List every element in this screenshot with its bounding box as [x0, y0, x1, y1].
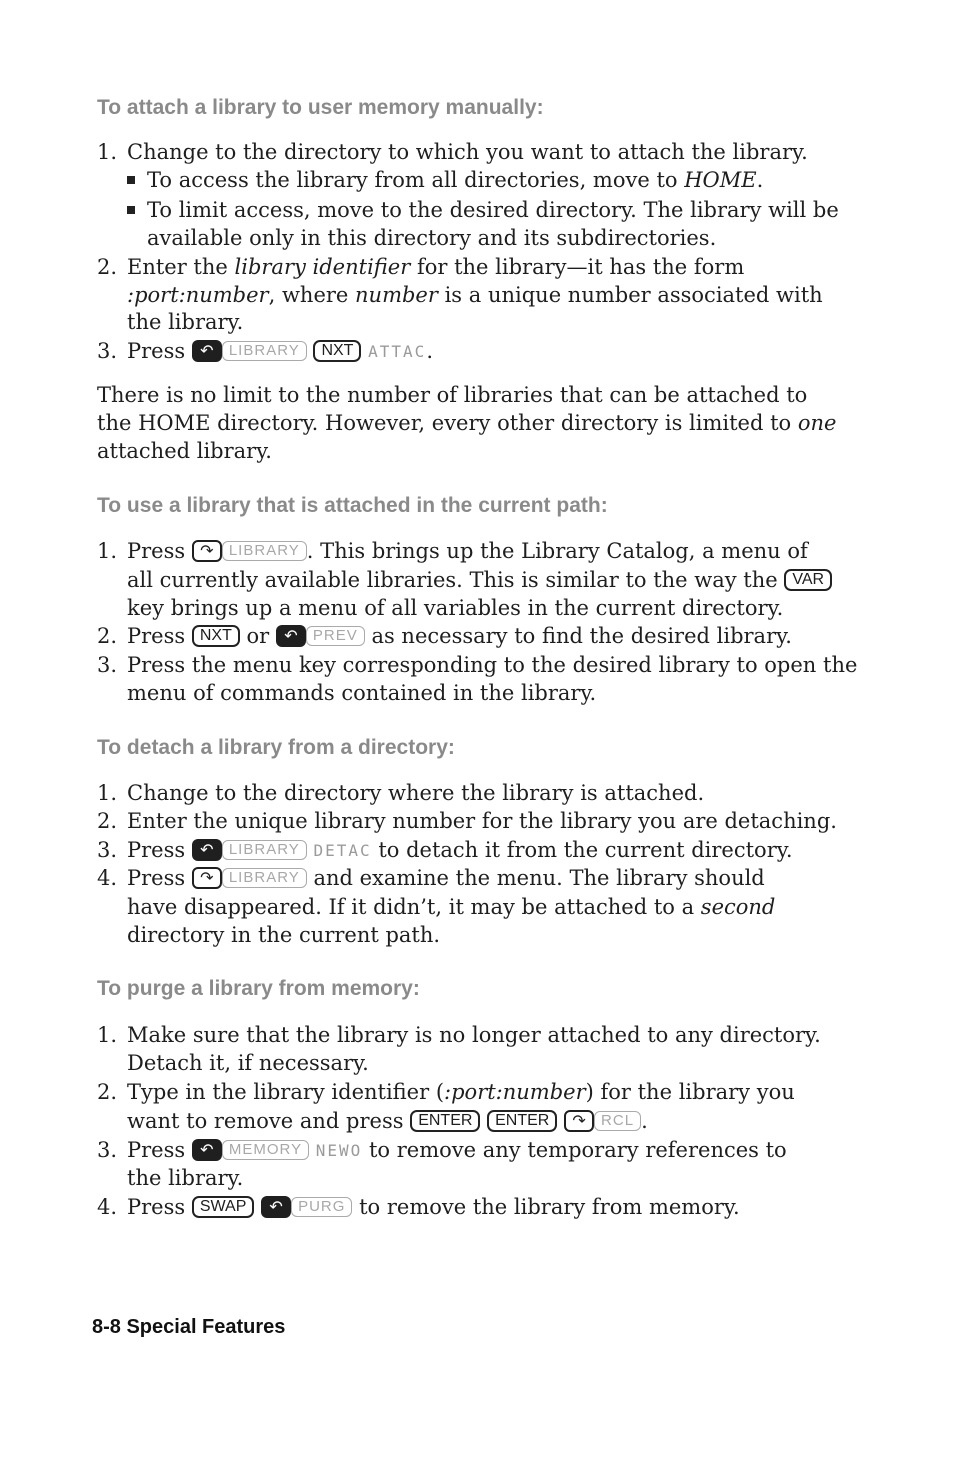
bullet-item: To limit access, move to the desired directory. The library will be [127, 196, 839, 224]
softkey-library: LIBRARY [222, 868, 307, 888]
step-number: 3. [97, 339, 118, 363]
step-text: :port:number, where number is a unique number associated with [127, 283, 823, 307]
step-number: 2. [97, 809, 118, 833]
paragraph-line: attached library. [97, 439, 272, 463]
step-text: the library. [127, 310, 244, 334]
menu-label-detac: DETAC [313, 840, 372, 860]
step-text: the library. [127, 1166, 244, 1190]
step-number: 3. [97, 1138, 118, 1162]
right-shift-key-icon: ↷ [564, 1110, 594, 1132]
softkey-library: LIBRARY [222, 541, 307, 561]
paragraph-line: the HOME directory. However, every other directory is limited to one [97, 411, 837, 435]
page-footer: 8-8 Special Features [92, 1316, 286, 1338]
step-text: Press SWAP ↶ PURG to remove the library from memory. [127, 1195, 740, 1219]
step-text: Enter the library identifier for the library—it has the form [127, 255, 745, 279]
step-text: Type in the library identifier (:port:number) for the library you [127, 1080, 795, 1104]
step-number: 1. [97, 539, 118, 563]
key-var: VAR [784, 569, 832, 591]
step-text: all currently available libraries. This is similar to the way the VAR [127, 566, 832, 594]
right-shift-key-icon: ↷ [192, 540, 222, 562]
bullet-continuation: available only in this directory and its subdirectories. [147, 226, 717, 250]
step-text: Make sure that the library is no longer attached to any directory. [127, 1023, 821, 1047]
step-text: directory in the current path. [127, 923, 441, 947]
key-nxt: NXT [313, 340, 361, 362]
step-text: Press the menu key corresponding to the desired library to open the [127, 653, 858, 677]
paragraph-line: There is no limit to the number of libraries that can be attached to [97, 383, 808, 407]
left-shift-key-icon: ↶ [192, 340, 222, 362]
softkey-library: LIBRARY [222, 840, 307, 860]
key-nxt: NXT [192, 625, 240, 647]
step-text: have disappeared. If it didn’t, it may be attached to a second [127, 895, 776, 919]
bullet-icon [127, 206, 135, 214]
softkey-rcl: RCL [594, 1111, 641, 1131]
step-text: Detach it, if necessary. [127, 1051, 369, 1075]
step-number: 3. [97, 653, 118, 677]
step-text: Press ↶ LIBRARY DETAC to detach it from the current directory. [127, 836, 793, 866]
step-number: 1. [97, 140, 118, 164]
bullet-icon [127, 176, 135, 184]
step-number: 4. [97, 1195, 118, 1219]
step-number: 2. [97, 255, 118, 279]
softkey-prev: PREV [306, 626, 365, 646]
step-number: 3. [97, 838, 118, 862]
step-text: menu of commands contained in the library. [127, 681, 597, 705]
key-enter: ENTER [410, 1110, 480, 1132]
key-swap: SWAP [192, 1196, 255, 1218]
softkey-memory: MEMORY [222, 1140, 309, 1160]
menu-label-newo: NEWO [315, 1140, 363, 1160]
left-shift-key-icon: ↶ [192, 1139, 222, 1161]
step-text: Enter the unique library number for the library you are detaching. [127, 809, 837, 833]
left-shift-key-icon: ↶ [276, 625, 306, 647]
step-text: Press ↶ LIBRARY NXT ATTAC. [127, 337, 433, 367]
left-shift-key-icon: ↶ [261, 1196, 291, 1218]
step-text: Press ↶ MEMORY NEWO to remove any temporary references to [127, 1136, 787, 1166]
step-number: 1. [97, 1023, 118, 1047]
softkey-purg: PURG [291, 1197, 352, 1217]
step-text: Change to the directory to which you want to attach the library. [127, 140, 808, 164]
heading-attach: To attach a library to user memory manually: [97, 96, 544, 119]
step-text: Press ↷ LIBRARY and examine the menu. The library should [127, 866, 765, 890]
key-enter: ENTER [487, 1110, 557, 1132]
softkey-library: LIBRARY [222, 341, 307, 361]
heading-purge: To purge a library from memory: [97, 977, 420, 1000]
bullet-item: To access the library from all directories, move to HOME. [127, 166, 763, 194]
heading-use: To use a library that is attached in the current path: [97, 494, 608, 517]
step-number: 1. [97, 781, 118, 805]
step-number: 2. [97, 1080, 118, 1104]
step-text: Change to the directory where the library is attached. [127, 781, 705, 805]
heading-detach: To detach a library from a directory: [97, 736, 455, 759]
step-text: Press NXT or ↶ PREV as necessary to find the desired library. [127, 624, 792, 648]
right-shift-key-icon: ↷ [192, 867, 222, 889]
step-text: Press ↷ LIBRARY . This brings up the Library Catalog, a menu of [127, 539, 808, 563]
left-shift-key-icon: ↶ [192, 839, 222, 861]
step-number: 2. [97, 624, 118, 648]
step-number: 4. [97, 866, 118, 890]
menu-label-attac: ATTAC [368, 341, 427, 361]
step-text: want to remove and press ENTER ENTER ↷ RCL . [127, 1109, 648, 1133]
step-text: key brings up a menu of all variables in the current directory. [127, 596, 784, 620]
